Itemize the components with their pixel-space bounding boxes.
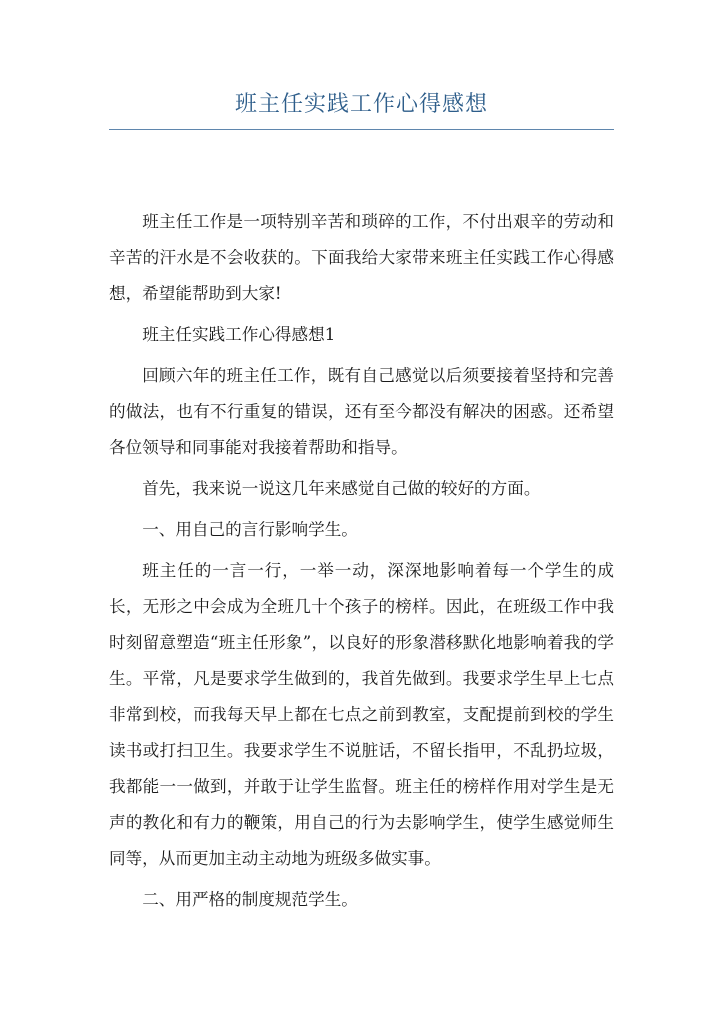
- body-paragraph: 班主任的一言一行，一举一动，深深地影响着每一个学生的成长，无形之中会成为全班几十个孩子的榜样。因此，在班级工作中我时刻留意塑造“班主任形象”，以良好的形象潜移默化地影响着我的学生。平常，凡是要求学生做到的，我首先做到。我要求学生早上七点非常到校，而我每天早上都在七点之前到教室，支配提前到校的学生读书或打扫卫生。我要求学生不说脏话，不留长指甲，不乱扔垃圾，我都能一一做到，并敢于让学生监督。班主任的榜样作用对学生是无声的教化和有力的鞭策，用自己的行为去影响学生，使学生感觉师生同等，从而更加主动主动地为班级多做实事。: [109, 561, 614, 868]
- body-paragraph: 回顾六年的班主任工作，既有自己感觉以后须要接着坚持和完善的做法，也有不行重复的错误，还有至今都没有解决的困惑。还希望各位领导和同事能对我接着帮助和指导。: [109, 366, 614, 457]
- body-paragraph: 首先，我来说一说这几年来感觉自己做的较好的方面。: [142, 479, 541, 498]
- subsection-heading: 一、用自己的言行影响学生。: [142, 520, 358, 539]
- title-divider: [109, 129, 614, 130]
- document-body: [109, 204, 614, 923]
- section-heading: 班主任实践工作心得感想1: [142, 325, 336, 344]
- subsection-heading: 二、用严格的制度规范学生。: [142, 890, 358, 909]
- intro-paragraph: 班主任工作是一项特别辛苦和琐碎的工作，不付出艰辛的劳动和辛苦的汗水是不会收获的。下面我给大家带来班主任实践工作心得感想，希望能帮助到大家!: [109, 212, 614, 303]
- document-title: 班主任实践工作心得感想: [234, 92, 488, 117]
